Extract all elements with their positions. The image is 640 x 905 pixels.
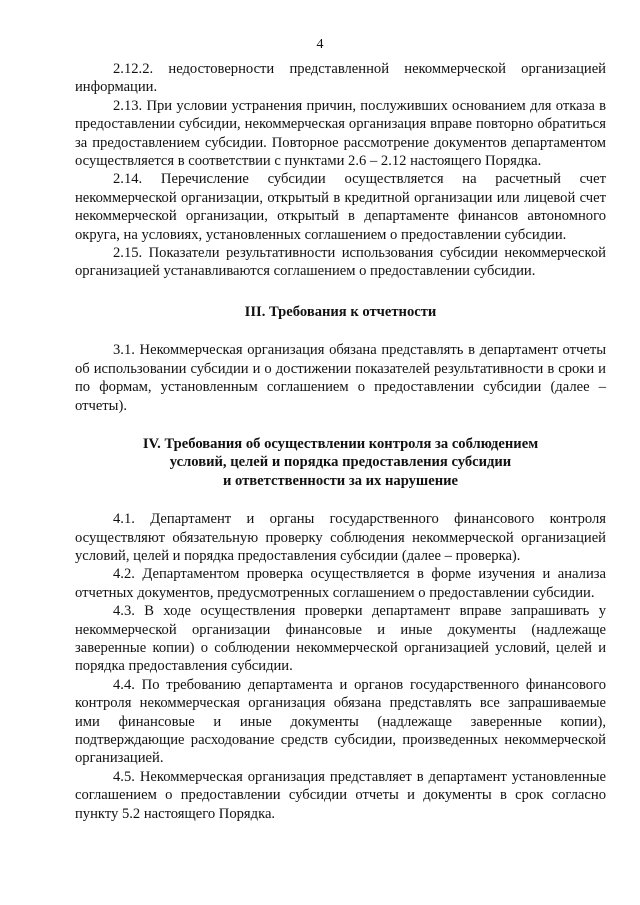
paragraph-2-13: 2.13. При условии устранения причин, послуживших основанием для отказа в предоставлении субсидии, некоммерческая организация вправе повторно обратиться за предоставлением субсидии. Повторное рассмотрение документов департаментом осуществляется в соответствии с пунктами 2.6 – 2.12 настоящего Порядка. bbox=[75, 97, 606, 170]
paragraph-4-3: 4.3. В ходе осуществления проверки департамент вправе запрашивать у некоммерческой организации финансовые и иные документы (надлежаще заверенные копии) о соблюдении некоммерческой организацией условий, целей и порядка предоставления субсидии. bbox=[75, 603, 606, 675]
paragraph-2-12-2: 2.12.2. недостоверности представленной некоммерческой организацией информации. bbox=[75, 61, 606, 96]
section-4-heading-line-3: и ответственности за их нарушение bbox=[222, 472, 459, 489]
section-4-heading-line-2: условий, целей и порядка предоставления субсидии bbox=[169, 454, 512, 471]
section-4-heading-line-1: IV. Требования об осуществлении контроля за соблюдением bbox=[142, 435, 539, 452]
paragraph-2-15: 2.15. Показатели результативности использования субсидии некоммерческой организацией устанавливаются соглашением о предоставлении субсидии. bbox=[75, 245, 606, 280]
paragraph-2-14: 2.14. Перечисление субсидии осуществляется на расчетный счет некоммерческой организации, открытый в кредитной организации или лицевой счет некоммерческой организации, открытый в департаменте финансов автономного округа, на условиях, установленных соглашением о предоставлении субсидии. bbox=[75, 171, 606, 243]
section-4-heading bbox=[75, 435, 606, 490]
section-3-heading: III. Требования к отчетности bbox=[244, 303, 437, 320]
paragraph-4-5: 4.5. Некоммерческая организация представляет в департамент установленные соглашением о предоставлении субсидии отчеты и документы в срок согласно пункту 5.2 настоящего Порядка. bbox=[75, 768, 606, 822]
paragraph-4-4: 4.4. По требованию департамента и органов государственного финансового контроля некоммерческая организация обязана представлять все запрашиваемые ими финансовые и иные документы (надлежаще заверенные копии), подтверждающие расходование средств субсидии, произведенных некоммерческой организацией. bbox=[75, 676, 606, 767]
paragraph-4-2: 4.2. Департаментом проверка осуществляется в форме изучения и анализа отчетных документов, предусмотренных соглашением о предоставлении субсидии. bbox=[75, 566, 606, 601]
paragraph-3-1: 3.1. Некоммерческая организация обязана представлять в департамент отчеты об использовании субсидии и о достижении показателей результативности в сроки и по формам, установленным соглашением о предоставлении субсидии (далее – отчеты). bbox=[75, 342, 606, 414]
document-body bbox=[75, 60, 606, 823]
page-number: 4 bbox=[316, 37, 324, 52]
paragraph-4-1: 4.1. Департамент и органы государственного финансового контроля осуществляют обязательную проверку соблюдения некоммерческой организацией условий, целей и порядка предоставления субсидии (далее – проверка). bbox=[75, 511, 606, 564]
